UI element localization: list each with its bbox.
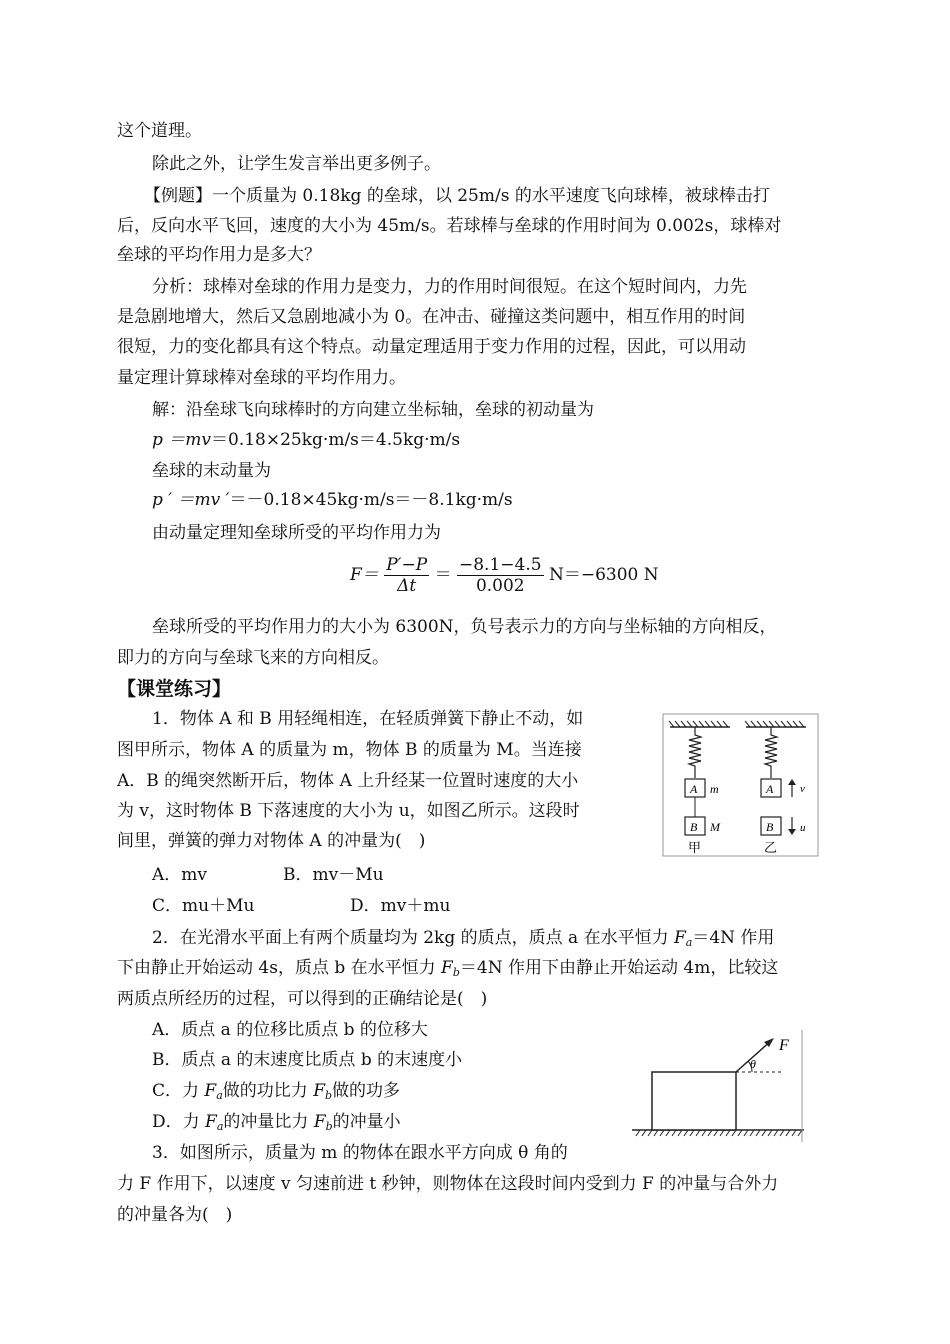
label-f: F	[779, 1037, 789, 1054]
ceiling-hatch-right	[745, 721, 804, 727]
arrow-down-head	[788, 829, 796, 835]
q2-option-c: C．力 $F_a$做的功比力 $F_b$做的功多	[152, 1081, 401, 1102]
analysis-line-2: 是急剧地增大，然后又急剧地减小为 0。在冲击、碰撞这类问题中，相互作用的时间	[117, 307, 746, 327]
q2-option-d: D．力 $F_a$的冲量比力 $F_b$的冲量小	[152, 1112, 401, 1133]
conclusion-line-2: 即力的方向与垒球飞来的方向相反。	[117, 648, 389, 668]
analysis-line-3: 很短，力的变化都具有这个特点。动量定理适用于变力作用的过程，因此，可以用动	[117, 337, 746, 357]
solution-line-2: 垒球的末动量为	[152, 461, 271, 481]
label-yi: 乙	[764, 841, 778, 856]
q2-option-b: B．质点 a 的末速度比质点 b 的末速度小	[152, 1050, 463, 1070]
q2-line-2: 下由静止开始运动 4s，质点 b 在水平恒力 $F_b=4N$ 作用下由静止开始运动 4m，比较这	[117, 958, 779, 979]
q2-line-3: 两质点所经历的过程，可以得到的正确结论是( )	[117, 989, 488, 1009]
label-v: v	[800, 783, 805, 795]
label-a-left: A	[690, 782, 698, 796]
fraction-2: $\frac{-8.1-4.5}{0.002}$	[459, 555, 542, 596]
example-line-2: 后，反向水平飞回，速度的大小为 45m/s。若球棒与垒球的作用时间为 0.002s，球棒对	[117, 216, 782, 236]
solution-line-1: 解：沿垒球飞向球棒时的方向建立坐标轴，垒球的初动量为	[152, 400, 594, 420]
analysis-line-4: 量定理计算球棒对垒球的平均作用力。	[117, 368, 406, 388]
q3-line-1: 3．如图所示，质量为 m 的物体在跟水平方向成 θ 角的	[152, 1143, 568, 1163]
practice-heading: 【课堂练习】	[117, 678, 232, 700]
force-angle-figure	[632, 1030, 810, 1142]
q1-option-a: A．mv	[152, 865, 208, 885]
q1-line-3: A．B 的绳突然断开后，物体 A 上升经某一位置时速度的大小	[117, 771, 579, 791]
label-u: u	[800, 822, 806, 834]
q1-line-5: 间里，弹簧的弹力对物体 A 的冲量为( )	[117, 831, 426, 851]
spring-left	[689, 727, 701, 778]
example-tag: 【例题】	[144, 186, 212, 206]
fraction-1: $\frac{P'-P}{\Delta t}$	[386, 555, 428, 596]
conclusion-line-1: 垒球所受的平均作用力的大小为 6300N，负号表示力的方向与坐标轴的方向相反，	[152, 617, 777, 637]
solution-equation-1: p ＝mv＝0.18×25kg·m/s＝4.5kg·m/s	[152, 430, 461, 450]
intro-line-1: 这个道理。	[117, 121, 202, 141]
q1-option-c: C．mu＋Mu	[152, 896, 255, 916]
impulse-formula: F＝ $\frac{P'-P}{\Delta t}$ ＝ $\frac{-8.1-4.5}{0.002}$ N＝−6300 N	[350, 555, 659, 596]
label-b-right: B	[766, 820, 774, 834]
ground-hatch	[636, 1130, 802, 1136]
solution-line-3: 由动量定理知垒球所受的平均作用力为	[152, 523, 441, 543]
analysis-line-1: 分析：球棒对垒球的作用力是变力，力的作用时间很短。在这个短时间内，力先	[152, 277, 747, 297]
ceiling-hatch-left	[669, 721, 728, 727]
label-b-left: B	[690, 820, 698, 834]
q1-option-b: B．mv－Mu	[283, 865, 384, 885]
q2-line-1: 2．在光滑水平面上有两个质量均为 2kg 的质点，质点 a 在水平恒力 $F_a=4N$ 作用	[152, 928, 775, 949]
label-theta: θ	[750, 1057, 756, 1071]
q1-line-4: 为 v，这时物体 B 下落速度的大小为 u，如图乙所示。这段时	[117, 801, 580, 821]
label-m: m	[710, 782, 719, 796]
q1-line-2: 图甲所示，物体 A 的质量为 m，物体 B 的质量为 M。当连接	[117, 740, 582, 760]
label-big-m: M	[710, 820, 720, 834]
q1-line-1: 1．物体 A 和 B 用轻绳相连，在轻质弹簧下静止不动，如	[152, 709, 584, 729]
spring-right	[765, 727, 777, 778]
block	[652, 1072, 736, 1130]
spring-blocks-figure	[662, 713, 820, 858]
solution-equation-2: p ′ ＝mv ′＝－0.18×45kg·m/s＝－8.1kg·m/s	[152, 490, 513, 510]
label-a-right: A	[766, 782, 774, 796]
q3-line-2: 力 F 作用下，以速度 v 匀速前进 t 秒钟，则物体在这段时间内受到力 F 的冲量与合外力	[117, 1174, 779, 1194]
q2-option-a: A．质点 a 的位移比质点 b 的位移大	[152, 1020, 428, 1040]
q3-line-3: 的冲量各为( )	[117, 1205, 233, 1225]
example-line-3: 垒球的平均作用力是多大？	[117, 245, 321, 265]
intro-line-2: 除此之外，让学生发言举出更多例子。	[152, 154, 441, 174]
example-line-1: 【例题】一个质量为 0.18kg 的垒球，以 25m/s 的水平速度飞向球棒，被球棒击打	[144, 186, 770, 206]
q1-option-d: D．mv＋mu	[350, 896, 451, 916]
arrow-up-head	[788, 779, 796, 785]
label-jia: 甲	[688, 841, 702, 856]
